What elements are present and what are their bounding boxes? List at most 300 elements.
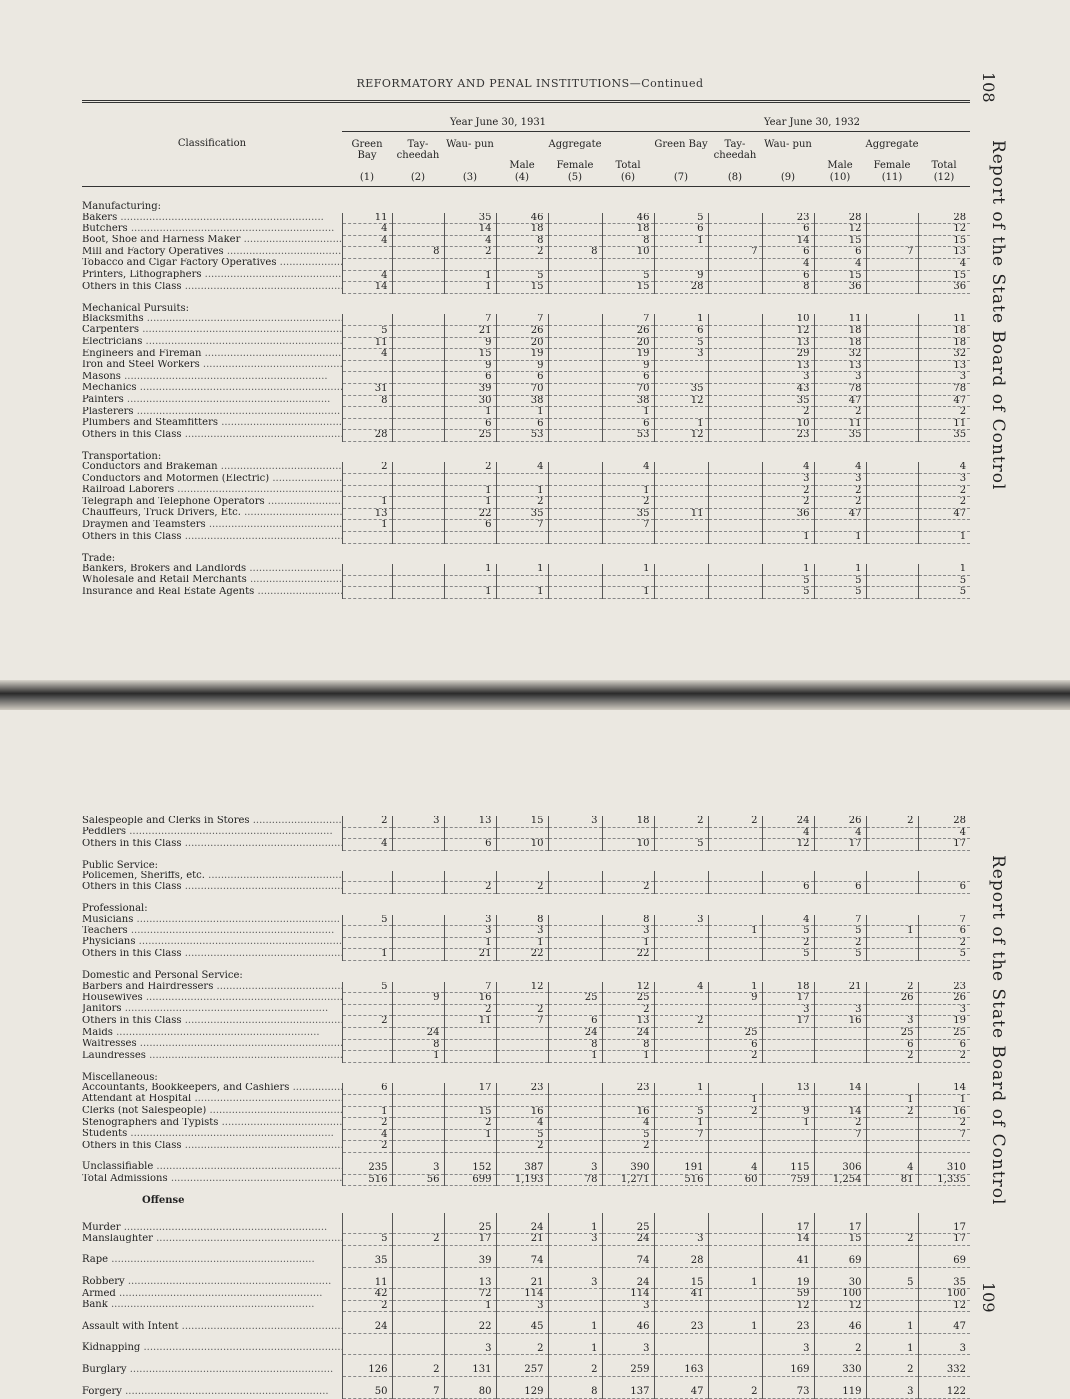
cell-col-3: 13 [444,816,496,827]
cell-col-12: 13 [918,247,970,259]
cell-col-6: 1 [602,407,654,419]
table-row [82,325,970,337]
cell-col-3: 131 [444,1355,496,1377]
row-label [82,1028,342,1040]
cell-col-12 [918,520,970,532]
cell-col-11 [866,949,918,961]
cell-col-4 [496,993,548,1005]
table-row [82,871,970,882]
cell-col-9: 12 [762,1300,814,1312]
row-label [82,1016,342,1028]
cell-col-12: 3 [918,1004,970,1016]
table-row [82,430,970,442]
cell-col-3 [444,1051,496,1063]
table-row [82,961,970,982]
column-number: (7) [673,172,689,183]
cell-col-12: 4 [918,258,970,270]
table-row [82,485,970,497]
cell-col-7: 5 [654,213,708,224]
row-label-text: Others in this Class ..... [82,532,342,542]
cell-col-9: 2 [762,937,814,949]
cell-col-2 [392,575,444,587]
cell-col-10: 15 [814,235,866,247]
cell-col-12: 78 [918,383,970,395]
cell-col-6: 2 [602,1141,654,1153]
cell-col-5 [548,520,602,532]
cell-col-11 [866,360,918,372]
cell-col-6: 1,271 [602,1174,654,1186]
cell-col-11 [866,430,918,442]
cell-col-9: 29 [762,349,814,361]
column-number: (9) [780,172,796,183]
cell-col-10: 17 [814,839,866,851]
cell-col-2 [392,1004,444,1016]
cell-col-3: 6 [444,520,496,532]
cell-col-1: 4 [342,270,392,282]
cell-col-7 [654,1004,708,1016]
cell-col-7: 3 [654,915,708,926]
cell-col-10: 28 [814,213,866,224]
cell-col-12: 25 [918,1028,970,1040]
cell-col-5 [548,1094,602,1106]
cell-col-4: 23 [496,1083,548,1094]
cell-col-2 [392,587,444,599]
cell-col-1: 8 [342,395,392,407]
cell-col-12: 6 [918,882,970,894]
cell-col-10: 2 [814,485,866,497]
cell-col-1: 2 [342,1118,392,1130]
cell-col-1: 1 [342,520,392,532]
cell-col-3 [444,871,496,882]
row-label [82,1312,342,1334]
cell-col-6: 25 [602,1213,654,1234]
section-heading: Professional: [82,903,148,915]
table-row [82,543,970,564]
cell-col-11: 26 [866,993,918,1005]
cell-col-7: 15 [654,1267,708,1289]
row-label-text: Unclassifiable ..... [82,1161,342,1172]
cell-col-4 [496,1028,548,1040]
row-label [82,949,342,961]
table-row [82,882,970,894]
cell-col-6: 1 [602,587,654,599]
cell-col-12: 15 [918,270,970,282]
row-label [82,871,342,882]
cell-col-8 [708,587,762,599]
cell-col-5 [548,982,602,993]
cell-col-4: 129 [496,1377,548,1399]
cell-col-1: 235 [342,1152,392,1174]
cell-col-3 [444,1028,496,1040]
cell-col-7 [654,485,708,497]
cell-col-5 [548,337,602,349]
cell-col-1: 4 [342,349,392,361]
cell-col-2 [392,258,444,270]
cell-col-11 [866,383,918,395]
cell-col-5: 1 [548,1051,602,1063]
cell-col-4: 4 [496,1118,548,1130]
cell-col-12: 2 [918,937,970,949]
row-label [82,282,342,294]
cell-col-5 [548,418,602,430]
cell-col-3: 30 [444,395,496,407]
cell-col-7 [654,360,708,372]
cell-col-6 [602,1094,654,1106]
row-label-text: Mechanics ..... [82,383,342,393]
table-row [82,441,970,462]
cell-col-10: 16 [814,1016,866,1028]
cell-col-1: 2 [342,816,392,827]
row-label-text: Armed ..... [82,1289,322,1299]
cell-col-4: 24 [496,1213,548,1234]
cell-col-11: 25 [866,1028,918,1040]
cell-col-8 [708,462,762,473]
row-label [82,1174,342,1186]
cell-col-1 [342,587,392,599]
cell-col-4: 53 [496,430,548,442]
cell-col-12: 4 [918,462,970,473]
cell-col-1: 11 [342,337,392,349]
cell-col-11 [866,314,918,325]
table-row [82,1174,970,1186]
row-label-text: Conductors and Brakeman ..... [82,462,342,472]
cell-col-3: 21 [444,949,496,961]
cell-col-12: 18 [918,325,970,337]
cell-col-12: 1 [918,1094,970,1106]
cell-col-12: 35 [918,1267,970,1289]
cell-col-5 [548,258,602,270]
cell-col-1 [342,575,392,587]
row-label-text: Physicians ..... [82,937,342,947]
cell-col-2 [392,235,444,247]
cell-col-2 [392,383,444,395]
cell-col-11 [866,485,918,497]
cell-col-10: 330 [814,1355,866,1377]
cell-col-4: 3 [496,1300,548,1312]
cell-col-1 [342,247,392,259]
cell-col-8 [708,485,762,497]
cell-col-1: 13 [342,508,392,520]
cell-col-11 [866,1083,918,1094]
cell-col-7: 1 [654,418,708,430]
cell-col-9: 3 [762,1333,814,1355]
cell-col-9: 169 [762,1355,814,1377]
cell-col-6: 137 [602,1377,654,1399]
row-label-text: Accountants, Bookkeepers, and Cashiers ..... [82,1083,342,1093]
cell-col-11: 1 [866,1333,918,1355]
cell-col-8: 2 [708,1051,762,1063]
cell-col-9: 9 [762,1106,814,1118]
cell-col-6: 24 [602,1028,654,1040]
cell-col-5 [548,1118,602,1130]
row-label-text: Rape ..... [82,1254,315,1265]
page-109 [0,710,1070,1398]
cell-col-2 [392,1312,444,1334]
cell-col-1: 4 [342,839,392,851]
row-label-text: Stenographers and Typists ..... [82,1118,342,1128]
cell-col-3: 39 [444,383,496,395]
cell-col-10: 5 [814,587,866,599]
header-male-2: Male [827,160,853,171]
cell-col-6: 114 [602,1289,654,1301]
column-number: (8) [727,172,743,183]
cell-col-1: 4 [342,1129,392,1141]
cell-col-3: 1 [444,497,496,509]
cell-col-8 [708,395,762,407]
cell-col-3 [444,532,496,544]
cell-col-8: 25 [708,1028,762,1040]
cell-col-10: 21 [814,982,866,993]
cell-col-3 [444,1094,496,1106]
cell-col-5 [548,235,602,247]
cell-col-5: 1 [548,1312,602,1334]
cell-col-2 [392,564,444,575]
cell-col-4 [496,532,548,544]
cell-col-11 [866,224,918,236]
cell-col-4: 7 [496,520,548,532]
cell-col-6: 3 [602,1300,654,1312]
cell-col-11: 2 [866,816,918,827]
cell-col-9: 5 [762,926,814,938]
cell-col-9: 43 [762,383,814,395]
book-gutter [0,680,1070,710]
cell-col-3: 7 [444,314,496,325]
row-label [82,915,342,926]
cell-col-11: 2 [866,1234,918,1246]
table-row [82,1028,970,1040]
cell-col-4: 35 [496,508,548,520]
cell-col-2: 24 [392,1028,444,1040]
row-label [82,1234,342,1246]
cell-col-5 [548,508,602,520]
row-label-text: Plasterers ..... [82,407,340,417]
cell-col-3: 1 [444,282,496,294]
cell-col-8 [708,1234,762,1246]
cell-col-9: 35 [762,395,814,407]
cell-col-2 [392,926,444,938]
cell-col-9: 10 [762,314,814,325]
cell-col-4: 1 [496,407,548,419]
cell-col-1 [342,360,392,372]
table-row [82,532,970,544]
cell-col-2 [392,1289,444,1301]
table-row [82,993,970,1005]
cell-col-7: 5 [654,839,708,851]
cell-col-5: 78 [548,1174,602,1186]
cell-col-4: 3 [496,926,548,938]
cell-col-5: 6 [548,1016,602,1028]
cell-col-2 [392,325,444,337]
cell-col-9: 73 [762,1377,814,1399]
row-label [82,430,342,442]
cell-col-2: 56 [392,1174,444,1186]
cell-col-10: 4 [814,258,866,270]
cell-col-6: 46 [602,1312,654,1334]
cell-col-11: 7 [866,247,918,259]
cell-col-2 [392,372,444,384]
cell-col-9: 6 [762,224,814,236]
cell-col-5 [548,270,602,282]
cell-col-1 [342,258,392,270]
cell-col-1: 2 [342,1300,392,1312]
table-row [82,1213,970,1234]
cell-col-1 [342,1028,392,1040]
cell-col-3: 72 [444,1289,496,1301]
row-label [82,258,342,270]
cell-col-6: 9 [602,360,654,372]
cell-col-2 [392,224,444,236]
cell-col-12: 5 [918,949,970,961]
cell-col-12: 7 [918,915,970,926]
cell-col-4: 16 [496,1106,548,1118]
side-title: Report of the State Board of Control [988,140,1008,491]
cell-col-4: 1 [496,937,548,949]
cell-col-7 [654,1094,708,1106]
cell-col-6: 18 [602,816,654,827]
header-total-2: Total [931,160,957,171]
cell-col-1 [342,1004,392,1016]
cell-col-10: 32 [814,349,866,361]
cell-col-9: 4 [762,915,814,926]
row-label-text: Policemen, Sheriffs, etc. ..... [82,871,342,881]
row-label-text: Others in this Class ..... [82,1016,342,1026]
cell-col-11: 2 [866,982,918,993]
cell-col-10: 18 [814,337,866,349]
cell-col-8 [708,1213,762,1234]
cell-col-8: 1 [708,1094,762,1106]
cell-col-2 [392,395,444,407]
cell-col-7: 5 [654,1106,708,1118]
cell-col-12: 1 [918,532,970,544]
cell-col-8 [708,270,762,282]
cell-col-6: 70 [602,383,654,395]
cell-col-7 [654,497,708,509]
cell-col-5 [548,407,602,419]
row-label [82,816,342,827]
row-label-text: Attendant at Hospital ..... [82,1094,342,1104]
row-label [82,372,342,384]
header-female: Female [556,160,594,171]
cell-col-9 [762,1141,814,1153]
cell-col-6: 24 [602,1267,654,1289]
cell-col-9: 4 [762,827,814,839]
row-label-text: Others in this Class ..... [82,1141,342,1151]
cell-col-9: 19 [762,1267,814,1289]
cell-col-6: 7 [602,314,654,325]
row-label-text: Maids ..... [82,1028,320,1038]
cell-col-10: 306 [814,1152,866,1174]
cell-col-1 [342,564,392,575]
table-row [82,314,970,325]
cell-col-9 [762,1039,814,1051]
cell-col-5 [548,497,602,509]
cell-col-11: 2 [866,1051,918,1063]
cell-col-1 [342,1094,392,1106]
row-label [82,1152,342,1174]
cell-col-12: 17 [918,839,970,851]
cell-col-6: 3 [602,1333,654,1355]
cell-col-4 [496,1051,548,1063]
row-label [82,1129,342,1141]
column-number: (3) [462,172,478,183]
header-total: Total [615,160,641,171]
cell-col-10: 2 [814,497,866,509]
table-row [82,418,970,430]
header-male: Male [509,160,535,171]
row-label [82,1245,342,1267]
cell-col-11 [866,213,918,224]
table-row [82,1106,970,1118]
row-label [82,462,342,473]
cell-col-2 [392,474,444,486]
row-label [82,520,342,532]
cell-col-1: 516 [342,1174,392,1186]
cell-col-4: 15 [496,282,548,294]
cell-col-9: 1 [762,1118,814,1130]
cell-col-3: 2 [444,882,496,894]
cell-col-1 [342,993,392,1005]
row-label-text: Total Admissions ..... [82,1174,342,1184]
header-aggregate: Aggregate [548,139,602,150]
cell-col-11 [866,871,918,882]
table-row [82,915,970,926]
cell-col-7: 1 [654,1083,708,1094]
cell-col-5 [548,949,602,961]
table-row [82,1039,970,1051]
cell-col-6: 26 [602,325,654,337]
cell-col-9: 1 [762,532,814,544]
cell-col-12: 26 [918,993,970,1005]
cell-col-12: 3 [918,474,970,486]
cell-col-2 [392,270,444,282]
cell-col-11 [866,418,918,430]
row-label [82,532,342,544]
row-label-text: Plumbers and Steamfitters ..... [82,418,342,428]
header-waupun-2: Wau- pun [764,139,812,150]
cell-col-10: 7 [814,915,866,926]
cell-col-7: 1 [654,235,708,247]
cell-col-7 [654,258,708,270]
cell-col-2 [392,1118,444,1130]
cell-col-6: 12 [602,982,654,993]
row-label-text: Engineers and Fireman ..... [82,349,342,359]
table-row [82,1186,970,1213]
cell-col-10: 30 [814,1267,866,1289]
row-label-text: Telegraph and Telephone Operators ..... [82,497,342,507]
table-row [82,497,970,509]
cell-col-5 [548,383,602,395]
header-taycheedah-2: Tay- cheedah [713,139,757,161]
cell-col-1: 24 [342,1312,392,1334]
cell-col-10: 2 [814,1118,866,1130]
cell-col-11 [866,1289,918,1301]
cell-col-3 [444,258,496,270]
cell-col-4: 2 [496,497,548,509]
cell-col-12: 7 [918,1129,970,1141]
cell-col-1 [342,1213,392,1234]
cell-col-7: 12 [654,395,708,407]
cell-col-11: 6 [866,1039,918,1051]
cell-col-11 [866,839,918,851]
cell-col-11 [866,1300,918,1312]
cell-col-8 [708,1355,762,1377]
cell-col-12: 47 [918,508,970,520]
row-label-text: Musicians ..... [82,915,340,925]
offense-heading: Offense [142,1195,185,1207]
cell-col-4: 2 [496,1141,548,1153]
table-row [82,213,970,224]
table-row [82,520,970,532]
